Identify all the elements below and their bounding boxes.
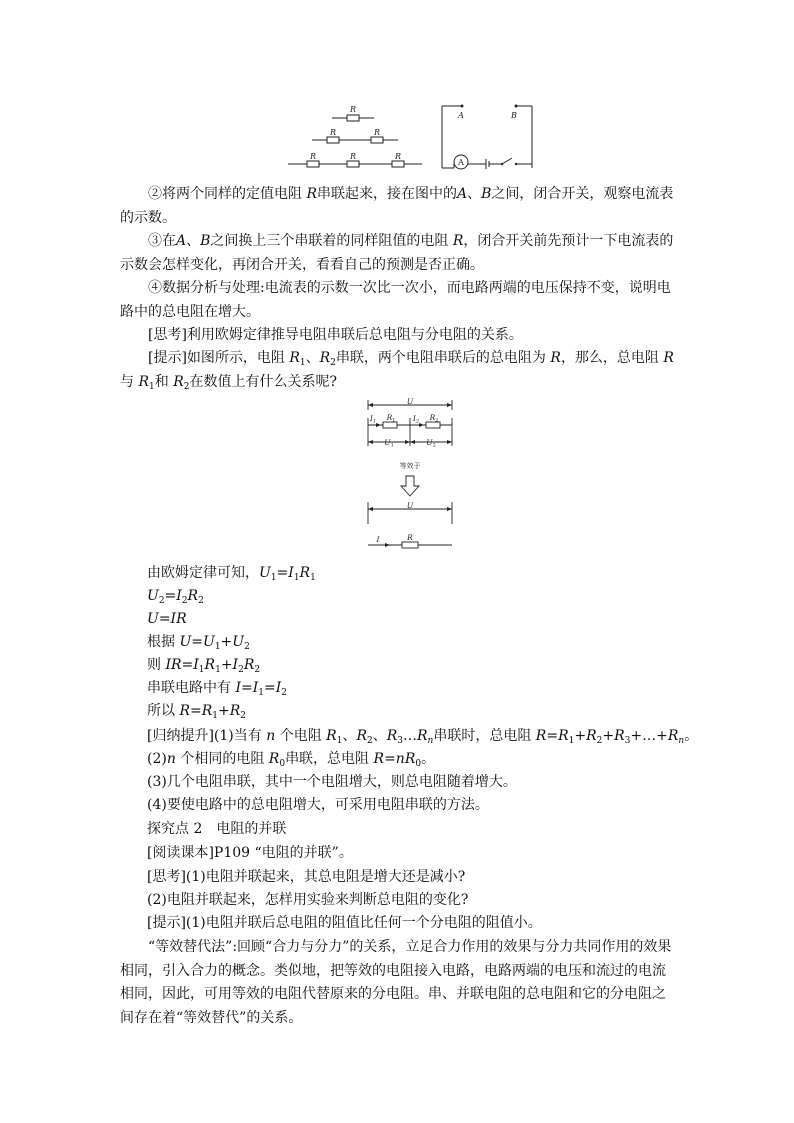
text: 根据 <box>147 634 180 650</box>
text: 在数值上有什么关系呢? <box>189 373 337 390</box>
text: 、 <box>305 350 320 366</box>
equation-current: 串联电路中有 $I=I_1=I_2$ <box>147 680 287 698</box>
text: 将两个同样的定值电阻 <box>162 186 307 202</box>
text: 和 <box>154 373 174 390</box>
text: ，闭合开关前先预计一下电流表的示数会怎样变化，再闭合开关，看看自己的预测是否正确。 <box>120 233 674 273</box>
var-r2: R <box>319 350 331 366</box>
var-a: A <box>176 233 187 249</box>
var-r2: R <box>173 373 184 390</box>
step-number: ④ <box>148 280 162 296</box>
text: 个相同的电阻 <box>175 751 269 767</box>
equation-substitute: 则 $IR=I_1R_1+I_2R_2$ <box>147 657 261 675</box>
text: 串联时，总电阻 <box>433 728 536 744</box>
resistor-r1-label: $R_1$ <box>386 413 396 424</box>
resistor-label: R <box>373 128 381 137</box>
terminal-b-label: B <box>511 111 517 120</box>
var-r: R <box>452 233 464 249</box>
voltage-u2-label: $U_2$ <box>426 438 436 449</box>
var-r1: R <box>138 373 149 390</box>
text: 、 <box>467 186 482 202</box>
text: ，那么，总电阻 <box>560 350 664 366</box>
equation-result: 所以 $R=R_1+R_2$ <box>147 703 247 721</box>
resistor-label: R <box>349 152 357 161</box>
resistor-label: R <box>309 152 317 161</box>
paragraph-step-3 <box>120 230 675 277</box>
text: 串联起来，接在图中的 <box>317 186 457 202</box>
text: 之间，闭合开关，观察电流表的示数。 <box>120 186 674 226</box>
current-i2-label: $I_2$ <box>412 414 420 425</box>
var-n: n <box>166 751 176 767</box>
section-heading-topic-2: 探究点 2 电阻的并联 <box>147 821 287 837</box>
text: 所以 <box>147 703 180 719</box>
voltage-u1-label: $U_1$ <box>384 438 394 449</box>
equivalent-substitution-paragraph: “等效替代法”:回顾“合力与分力”的关系，立足合力作用的效果与分力共同作用的效果相同，引入合力的概念。类似地，把等效的电阻接入电路，电路两端的电压和流过的电流相同，因此，可用等效的电阻代替原来的分电阻。串、并联电阻的总电阻和它的分电阻之间存在着“等效替代”的关系。 <box>120 939 672 1026</box>
var-b: B <box>481 186 492 202</box>
var-r: R <box>306 186 317 202</box>
var-r1: R <box>289 350 300 366</box>
summary-item-3: (3)几个电阻串联，其中一个电阻增大，则总电阻随着增大。 <box>147 774 517 790</box>
hint-paragraph-2: [提示](1)电阻并联后总电阻的阻值比任何一个分电阻的阻值小。 <box>147 915 542 931</box>
series-equivalence-figure <box>364 396 460 554</box>
equivalent-label: 等效于 <box>399 462 421 470</box>
think-question-2b: (2)电阻并联起来，怎样用实验来判断总电阻的变化? <box>147 892 469 908</box>
var-r: R <box>663 350 674 366</box>
voltage-u-label: U <box>406 501 414 510</box>
text: 由欧姆定律可知， <box>147 565 259 581</box>
step-number: ③ <box>148 233 162 249</box>
equation-voltage-sum: 根据 $U=U_1+U_2$ <box>147 634 250 652</box>
text: 串联，总电阻 <box>285 751 374 767</box>
voltage-u-label: U <box>406 397 414 406</box>
terminal-a-label: A <box>458 111 464 120</box>
think-question-1: [思考]利用欧姆定律推导电阻串联后总电阻与分电阻的关系。 <box>148 327 523 343</box>
step-number: ② <box>148 186 162 202</box>
resistor-r-label: R <box>407 533 413 542</box>
var-b: B <box>200 233 211 249</box>
equation-ohm-2: $U_2=I_2R_2$ <box>147 588 204 606</box>
summary-item-4: (4)要使电路中的总电阻增大，可采用电阻串联的方法。 <box>147 797 489 813</box>
resistor-label: R <box>349 105 357 114</box>
ammeter-label: A <box>458 158 464 167</box>
text: [归纳提升](1)当有 <box>147 728 267 744</box>
text: (2) <box>147 751 167 767</box>
resistor-label: R <box>329 128 337 137</box>
circuit-figure-1 <box>280 98 540 174</box>
var-r: R <box>550 350 561 366</box>
current-i1-label: $I_1$ <box>369 414 377 425</box>
hint-paragraph-1: [提示]如图所示，电阻 $R_1$、$R_2$串联，两个电阻串联后的总电阻为 R，那么，总电阻 R与 $R_1$和 $R_2$在数值上有什么关系呢? <box>120 350 674 392</box>
text: 串联，两个电阻串联后的总电阻为 <box>335 350 551 366</box>
resistor-r2-label: $R_2$ <box>429 413 439 424</box>
reading-instruction: [阅读课本]P109 “电阻的并联”。 <box>147 845 353 861</box>
text: [提示]如图所示，电阻 <box>148 350 290 366</box>
resistor-label: R <box>394 152 402 161</box>
summary-item-2: (2)n 个相同的电阻 $R_0$串联，总电阻 $R=nR_0$。 <box>147 751 436 769</box>
paragraph-step-2 <box>120 183 675 230</box>
current-i-label: I <box>376 535 380 544</box>
summary-item-1: [归纳提升](1)当有 n 个电阻 $R_1$、$R_2$、$R_3\dots R_n$串联时，总电阻 $R=R_1+R_2+R_3+\dots+R_n$。 <box>147 728 699 746</box>
var-n: n <box>266 728 276 744</box>
text: 数据分析与处理:电流表的示数一次比一次小，而电路两端的电压保持不变，说明电路中的总电阻在增大。 <box>120 280 671 320</box>
paragraph-step-4 <box>120 277 675 324</box>
equation-ohm-1: 由欧姆定律可知，$U_1=I_1R_1$ <box>147 565 316 583</box>
think-question-2a: [思考](1)电阻并联起来，其总电阻是增大还是减小? <box>147 869 466 885</box>
equation-ohm-total: U=IR <box>147 611 187 627</box>
text: 则 <box>147 657 166 673</box>
text: 串联电路中有 <box>147 680 236 696</box>
text: 之间换上三个串联着的同样阻值的电阻 <box>210 233 453 249</box>
text: 在 <box>162 233 176 249</box>
var-a: A <box>457 186 468 202</box>
text: 个电阻 <box>275 728 327 744</box>
text: 、 <box>186 233 201 249</box>
text: 与 <box>120 373 139 390</box>
